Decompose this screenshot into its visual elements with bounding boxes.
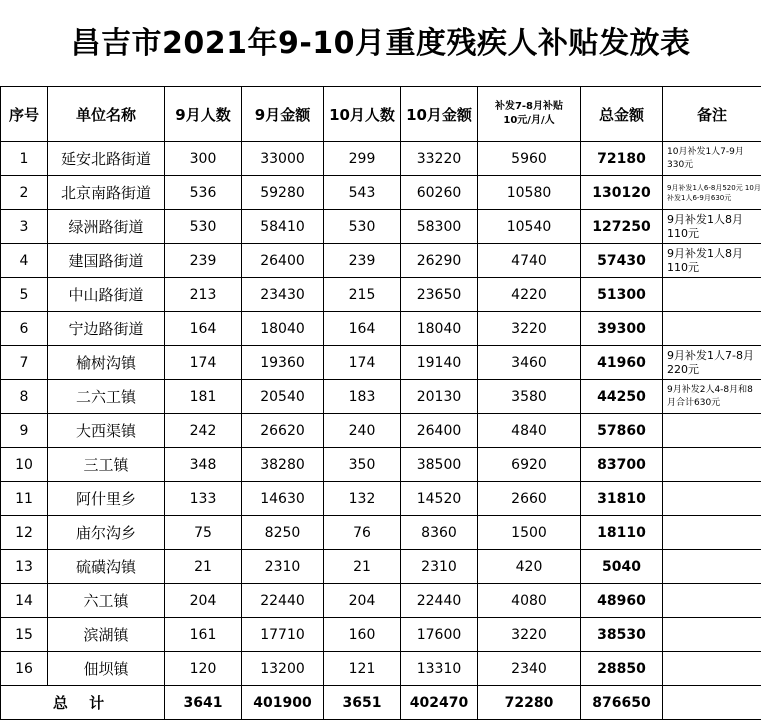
cell-sep-amount: 17710: [242, 618, 324, 652]
cell-unit: 阿什里乡: [48, 482, 165, 516]
cell-supplement: 2660: [478, 482, 581, 516]
cell-supplement: 3220: [478, 312, 581, 346]
cell-oct-amount: 20130: [401, 380, 478, 414]
cell-sep-people: 204: [165, 584, 242, 618]
cell-no: 8: [1, 380, 48, 414]
cell-note: 10月补发1人7-9月330元: [663, 142, 761, 176]
cell-unit: 中山路街道: [48, 278, 165, 312]
cell-no: 7: [1, 346, 48, 380]
cell-sep-people: 161: [165, 618, 242, 652]
cell-note: [663, 312, 761, 346]
cell-note: [663, 584, 761, 618]
total-note: [663, 686, 761, 720]
cell-sep-people: 213: [165, 278, 242, 312]
cell-sep-people: 300: [165, 142, 242, 176]
cell-oct-amount: 17600: [401, 618, 478, 652]
total-sep-amount: 401900: [242, 686, 324, 720]
cell-no: 12: [1, 516, 48, 550]
cell-total: 28850: [581, 652, 663, 686]
cell-note: [663, 448, 761, 482]
cell-unit: 绿洲路街道: [48, 210, 165, 244]
table-row: [1, 550, 761, 584]
table-row: [1, 652, 761, 686]
header-total: 总金额: [581, 87, 663, 142]
cell-note: 9月补发1人8月110元: [663, 244, 761, 278]
cell-note: 9月补发1人8月110元: [663, 210, 761, 244]
cell-sep-people: 242: [165, 414, 242, 448]
cell-unit: 滨湖镇: [48, 618, 165, 652]
cell-sep-amount: 38280: [242, 448, 324, 482]
cell-note: 9月补发2人4-8月和8月合计630元: [663, 380, 761, 414]
cell-note: 9月补发1人6-8月520元 10月补发1人6-9月630元: [663, 176, 761, 210]
cell-supplement: 4220: [478, 278, 581, 312]
cell-no: 14: [1, 584, 48, 618]
cell-sep-amount: 58410: [242, 210, 324, 244]
total-oct-amount: 402470: [401, 686, 478, 720]
cell-total: 31810: [581, 482, 663, 516]
cell-total: 51300: [581, 278, 663, 312]
header-oct-amount: 10月金额: [401, 87, 478, 142]
table-row: [1, 312, 761, 346]
cell-supplement: 4740: [478, 244, 581, 278]
cell-note: [663, 278, 761, 312]
cell-no: 10: [1, 448, 48, 482]
cell-sep-amount: 14630: [242, 482, 324, 516]
page-title: 昌吉市2021年9-10月重度残疾人补贴发放表: [0, 0, 761, 86]
cell-sep-amount: 8250: [242, 516, 324, 550]
total-row: [1, 686, 761, 720]
cell-oct-amount: 13310: [401, 652, 478, 686]
cell-no: 1: [1, 142, 48, 176]
cell-oct-people: 21: [324, 550, 401, 584]
header-no: 序号: [1, 87, 48, 142]
cell-oct-amount: 8360: [401, 516, 478, 550]
cell-sep-amount: 33000: [242, 142, 324, 176]
header-unit: 单位名称: [48, 87, 165, 142]
cell-sep-people: 530: [165, 210, 242, 244]
cell-no: 15: [1, 618, 48, 652]
cell-unit: 大西渠镇: [48, 414, 165, 448]
cell-supplement: 2340: [478, 652, 581, 686]
total-label: 总 计: [1, 686, 165, 720]
cell-supplement: 420: [478, 550, 581, 584]
cell-total: 44250: [581, 380, 663, 414]
cell-oct-amount: 14520: [401, 482, 478, 516]
cell-total: 18110: [581, 516, 663, 550]
cell-no: 6: [1, 312, 48, 346]
cell-oct-people: 350: [324, 448, 401, 482]
cell-oct-amount: 58300: [401, 210, 478, 244]
cell-unit: 三工镇: [48, 448, 165, 482]
cell-supplement: 4840: [478, 414, 581, 448]
cell-no: 4: [1, 244, 48, 278]
cell-sep-people: 21: [165, 550, 242, 584]
cell-oct-people: 299: [324, 142, 401, 176]
cell-oct-people: 160: [324, 618, 401, 652]
cell-unit: 庙尔沟乡: [48, 516, 165, 550]
cell-sep-people: 536: [165, 176, 242, 210]
cell-sep-people: 75: [165, 516, 242, 550]
cell-sep-amount: 26400: [242, 244, 324, 278]
cell-note: [663, 516, 761, 550]
cell-oct-people: 239: [324, 244, 401, 278]
cell-sep-people: 174: [165, 346, 242, 380]
cell-sep-people: 181: [165, 380, 242, 414]
cell-total: 57860: [581, 414, 663, 448]
table-row: [1, 210, 761, 244]
cell-no: 13: [1, 550, 48, 584]
cell-oct-people: 183: [324, 380, 401, 414]
cell-sep-amount: 59280: [242, 176, 324, 210]
header-supplement: [478, 87, 581, 142]
cell-oct-amount: 2310: [401, 550, 478, 584]
table-row: [1, 142, 761, 176]
cell-sep-amount: 22440: [242, 584, 324, 618]
cell-no: 5: [1, 278, 48, 312]
cell-sep-amount: 26620: [242, 414, 324, 448]
table-row: [1, 516, 761, 550]
cell-total: 48960: [581, 584, 663, 618]
cell-supplement: 3580: [478, 380, 581, 414]
cell-sep-amount: 2310: [242, 550, 324, 584]
cell-oct-people: 76: [324, 516, 401, 550]
cell-no: 3: [1, 210, 48, 244]
cell-note: [663, 482, 761, 516]
cell-unit: 宁边路街道: [48, 312, 165, 346]
table-row: [1, 346, 761, 380]
header-supplement-line1: 补发7-8月补贴: [478, 100, 580, 114]
cell-unit: 北京南路街道: [48, 176, 165, 210]
cell-unit: 六工镇: [48, 584, 165, 618]
cell-supplement: 4080: [478, 584, 581, 618]
table-row: [1, 482, 761, 516]
cell-sep-amount: 13200: [242, 652, 324, 686]
table-row: [1, 448, 761, 482]
cell-oct-people: 174: [324, 346, 401, 380]
cell-oct-people: 240: [324, 414, 401, 448]
cell-supplement: 5960: [478, 142, 581, 176]
cell-sep-people: 239: [165, 244, 242, 278]
cell-unit: 建国路街道: [48, 244, 165, 278]
header-note: 备注: [663, 87, 761, 142]
cell-oct-amount: 23650: [401, 278, 478, 312]
subsidy-table: [0, 86, 761, 720]
cell-no: 9: [1, 414, 48, 448]
table-row: [1, 584, 761, 618]
cell-oct-people: 121: [324, 652, 401, 686]
cell-oct-amount: 26290: [401, 244, 478, 278]
cell-sep-people: 133: [165, 482, 242, 516]
cell-sep-people: 120: [165, 652, 242, 686]
table-row: [1, 414, 761, 448]
total-total: 876650: [581, 686, 663, 720]
cell-total: 5040: [581, 550, 663, 584]
cell-supplement: 3220: [478, 618, 581, 652]
cell-total: 41960: [581, 346, 663, 380]
cell-sep-amount: 20540: [242, 380, 324, 414]
cell-oct-people: 204: [324, 584, 401, 618]
cell-sep-amount: 18040: [242, 312, 324, 346]
cell-total: 39300: [581, 312, 663, 346]
cell-unit: 榆树沟镇: [48, 346, 165, 380]
cell-total: 83700: [581, 448, 663, 482]
table-row: [1, 380, 761, 414]
cell-oct-amount: 60260: [401, 176, 478, 210]
cell-oct-people: 132: [324, 482, 401, 516]
cell-note: [663, 652, 761, 686]
cell-note: [663, 618, 761, 652]
cell-oct-people: 530: [324, 210, 401, 244]
table-row: [1, 176, 761, 210]
cell-supplement: 10540: [478, 210, 581, 244]
cell-total: 57430: [581, 244, 663, 278]
cell-oct-amount: 22440: [401, 584, 478, 618]
header-oct-people: 10月人数: [324, 87, 401, 142]
cell-no: 11: [1, 482, 48, 516]
total-oct-people: 3651: [324, 686, 401, 720]
cell-oct-amount: 38500: [401, 448, 478, 482]
total-supplement: 72280: [478, 686, 581, 720]
cell-oct-amount: 33220: [401, 142, 478, 176]
cell-unit: 硫磺沟镇: [48, 550, 165, 584]
cell-oct-people: 215: [324, 278, 401, 312]
header-sep-people: 9月人数: [165, 87, 242, 142]
header-sep-amount: 9月金额: [242, 87, 324, 142]
table-row: [1, 618, 761, 652]
cell-oct-amount: 18040: [401, 312, 478, 346]
cell-oct-people: 164: [324, 312, 401, 346]
cell-unit: 佃坝镇: [48, 652, 165, 686]
cell-unit: 二六工镇: [48, 380, 165, 414]
cell-total: 130120: [581, 176, 663, 210]
cell-note: 9月补发1人7-8月220元: [663, 346, 761, 380]
cell-supplement: 10580: [478, 176, 581, 210]
header-row: [1, 87, 761, 142]
cell-no: 2: [1, 176, 48, 210]
cell-total: 38530: [581, 618, 663, 652]
cell-oct-people: 543: [324, 176, 401, 210]
cell-supplement: 6920: [478, 448, 581, 482]
header-supplement-line2: 10元/月/人: [478, 114, 580, 128]
cell-oct-amount: 26400: [401, 414, 478, 448]
cell-supplement: 1500: [478, 516, 581, 550]
cell-sep-people: 348: [165, 448, 242, 482]
cell-no: 16: [1, 652, 48, 686]
table-row: [1, 278, 761, 312]
cell-note: [663, 414, 761, 448]
cell-note: [663, 550, 761, 584]
cell-sep-amount: 19360: [242, 346, 324, 380]
total-sep-people: 3641: [165, 686, 242, 720]
cell-unit: 延安北路街道: [48, 142, 165, 176]
cell-total: 72180: [581, 142, 663, 176]
cell-sep-amount: 23430: [242, 278, 324, 312]
table-row: [1, 244, 761, 278]
cell-sep-people: 164: [165, 312, 242, 346]
cell-supplement: 3460: [478, 346, 581, 380]
cell-oct-amount: 19140: [401, 346, 478, 380]
cell-total: 127250: [581, 210, 663, 244]
